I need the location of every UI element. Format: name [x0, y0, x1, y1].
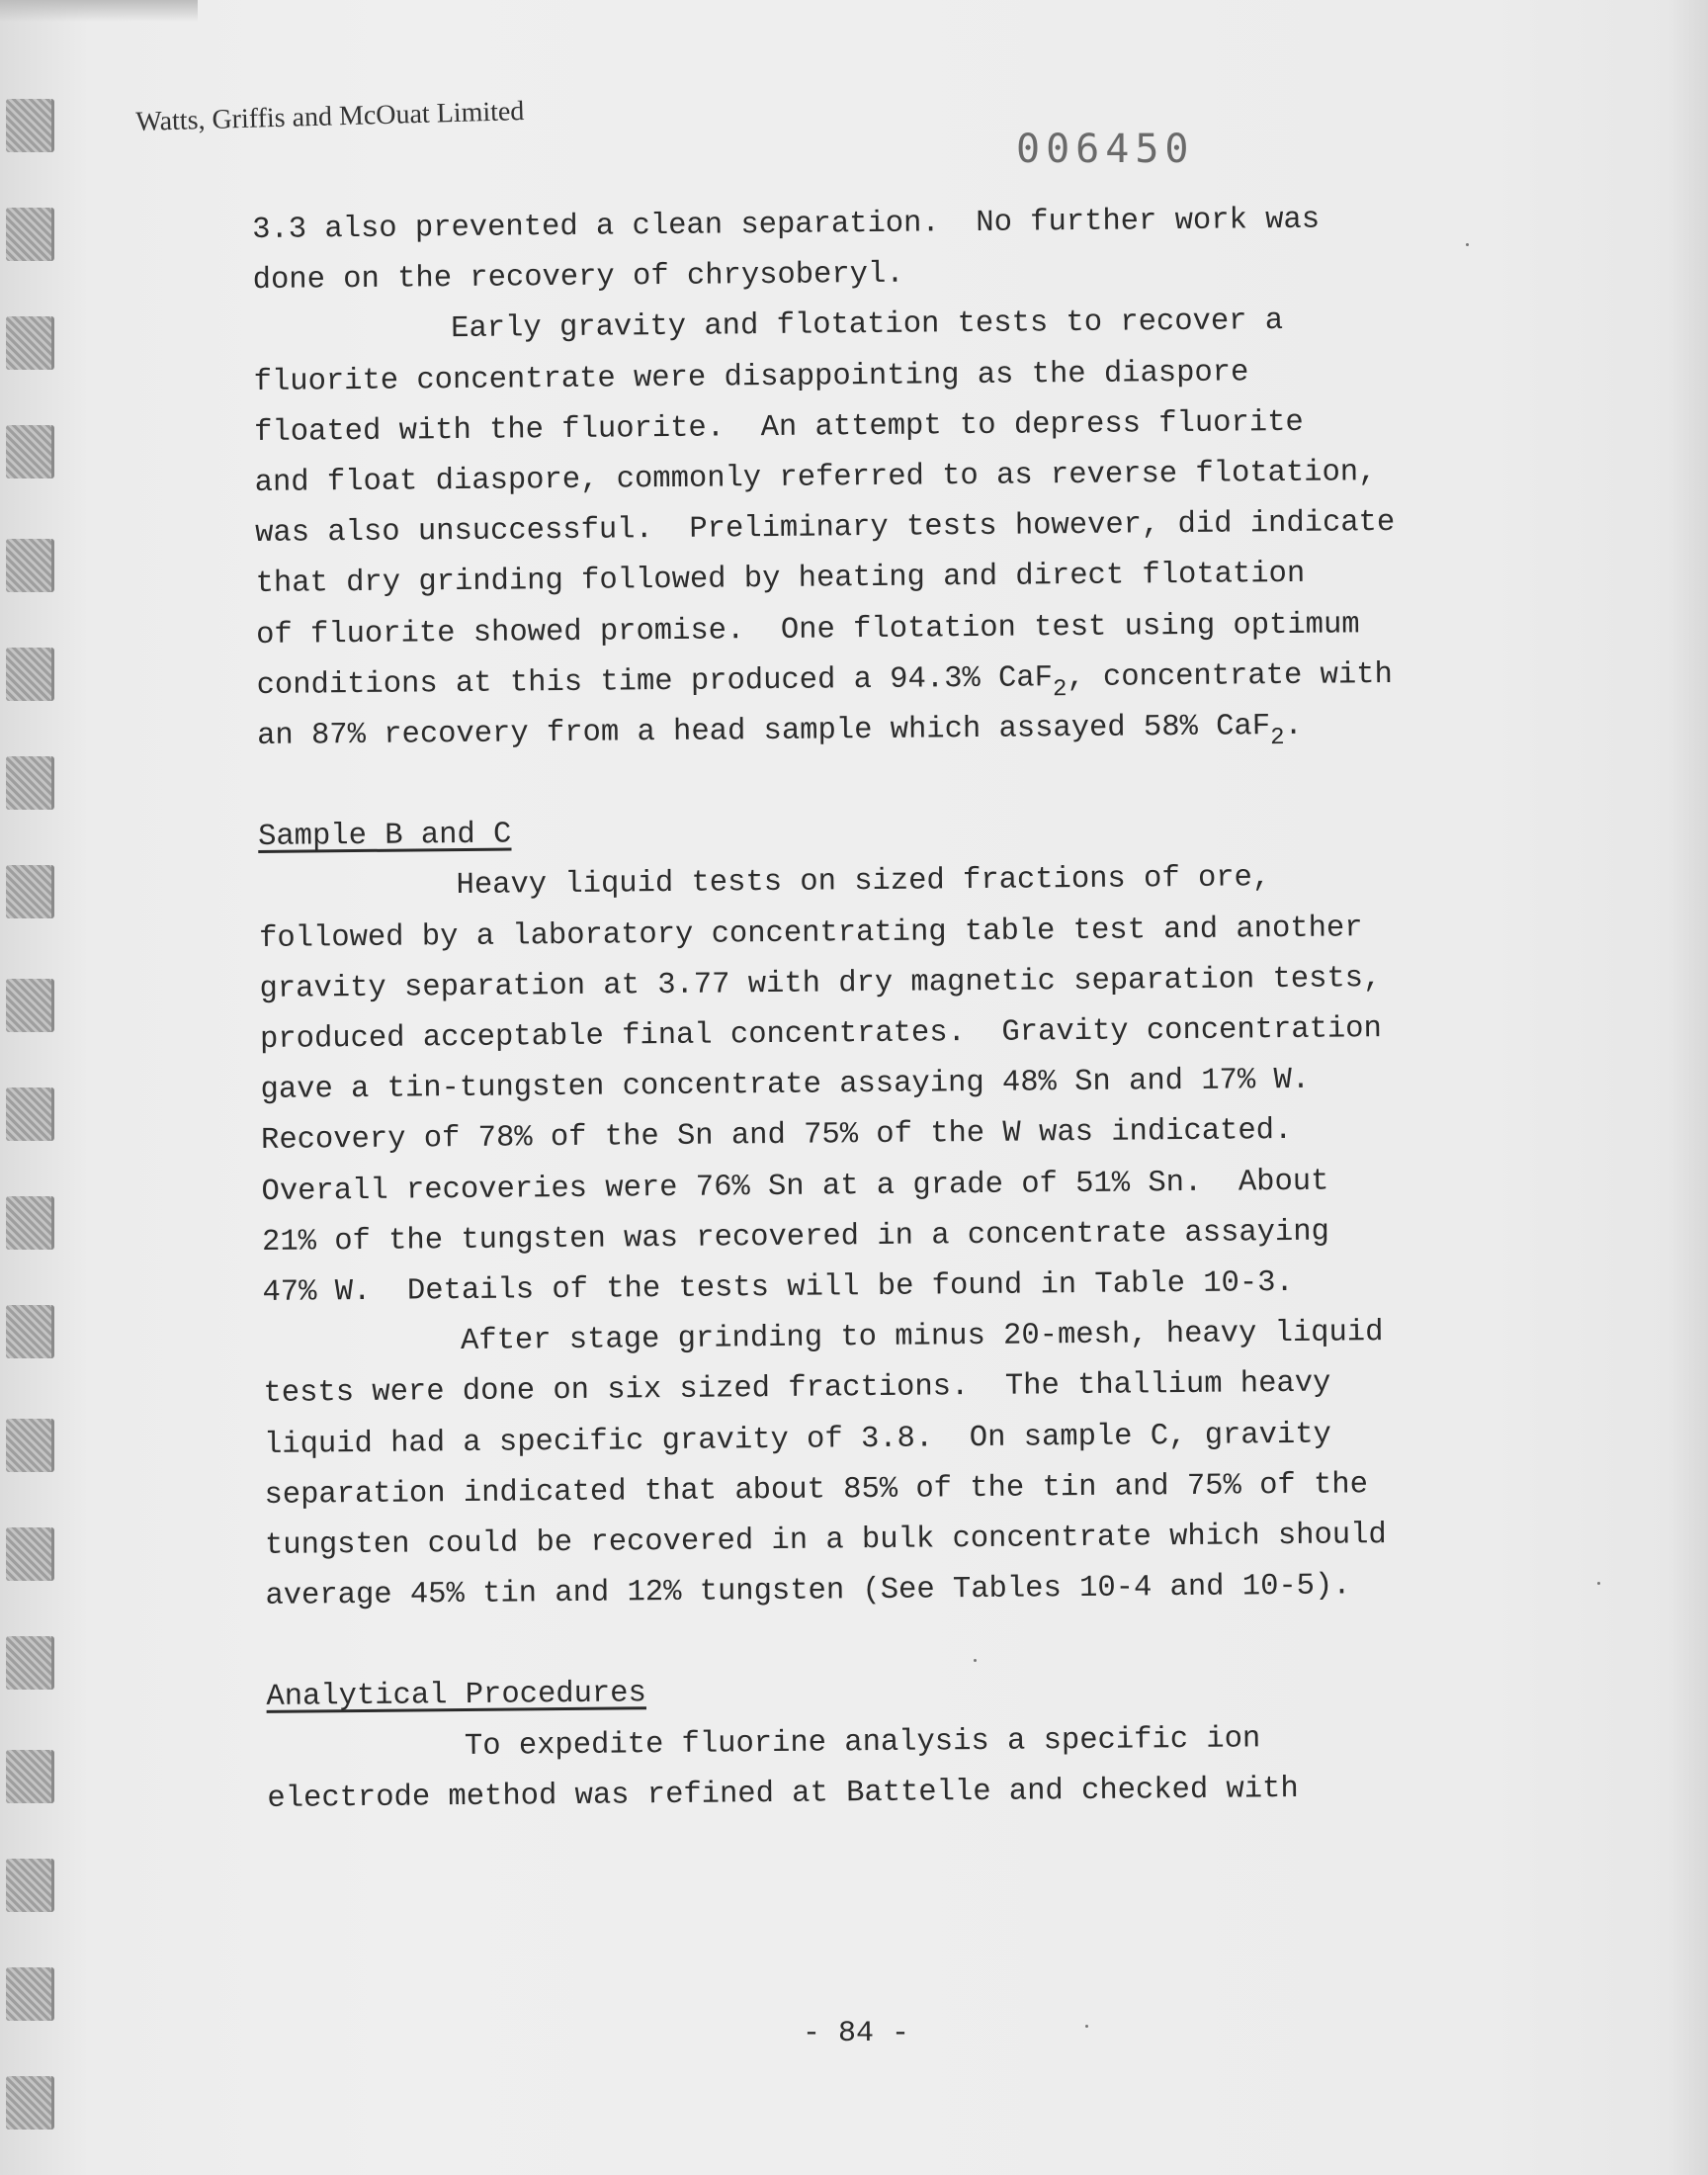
text-line: tests were done on six sized fractions. The thallium heavy	[263, 1366, 1331, 1412]
page-number: - 84 -	[803, 2017, 910, 2050]
text-line: Early gravity and flotation tests to recover a	[451, 304, 1284, 347]
binding-hole	[6, 1636, 54, 1690]
binding-hole	[6, 1750, 54, 1803]
text-run: conditions at this time produced a 94.3% CaF	[256, 660, 1054, 703]
subscript: 2	[1052, 675, 1068, 703]
text-line: of fluorite showed promise. One flotation test using optimum	[256, 607, 1360, 652]
text-line: 21% of the tungsten was recovered in a concentrate assaying	[261, 1215, 1330, 1260]
binding-hole	[6, 208, 54, 261]
section-heading-analytical: Analytical Procedures	[266, 1677, 647, 1715]
binding-hole	[6, 316, 54, 370]
text-line: To expedite fluorine analysis a specific ion	[464, 1721, 1261, 1764]
scan-speck	[1597, 1582, 1600, 1585]
text-line: followed by a laboratory concentrating table test and another	[258, 911, 1363, 956]
text-run: , concentrate with	[1067, 657, 1393, 695]
text-line: fluorite concentrate were disappointing as the diaspore	[253, 355, 1249, 399]
binding-hole	[6, 1088, 54, 1141]
text-line: gave a tin-tungsten concentrate assaying 48% Sn and 17% W.	[260, 1063, 1311, 1108]
binding-hole	[6, 1967, 54, 2021]
binding-hole	[6, 99, 54, 152]
scan-speck	[974, 1659, 977, 1662]
text-line: gravity separation at 3.77 with dry magnetic separation tests,	[259, 961, 1382, 1006]
text-line: tungsten could be recovered in a bulk concentrate which should	[264, 1518, 1387, 1563]
text-line: Recovery of 78% of the Sn and 75% of the W was indicated.	[260, 1114, 1293, 1159]
text-run: .	[1284, 709, 1303, 743]
scan-speck	[1466, 243, 1469, 246]
document-number-stamp: 006450	[1016, 127, 1195, 172]
binding-hole	[6, 1419, 54, 1472]
binding-hole	[6, 648, 54, 701]
binding-hole	[6, 2076, 54, 2130]
scan-speck	[1085, 2025, 1088, 2028]
binding-hole	[6, 425, 54, 478]
text-line: floated with the fluorite. An attempt to depress fluorite	[254, 405, 1304, 450]
binding-hole	[6, 539, 54, 592]
binding-hole	[6, 1305, 54, 1358]
binding-hole	[6, 1527, 54, 1581]
scan-edge	[1668, 0, 1708, 2175]
text-line: Heavy liquid tests on sized fractions of ore,	[456, 861, 1271, 904]
text-line: Overall recoveries were 76% Sn at a grade of 51% Sn. About	[261, 1165, 1329, 1209]
text-run: an 87% recovery from a head sample which assayed 58% CaF	[256, 710, 1271, 753]
binding-hole	[6, 1859, 54, 1912]
text-line: average 45% tin and 12% tungsten (See Tables 10-4 and 10-5).	[265, 1569, 1351, 1613]
text-line: separation indicated that about 85% of the tin and 75% of the	[264, 1467, 1369, 1513]
text-line: and float diaspore, commonly referred to as reverse flotation,	[254, 456, 1377, 500]
text-line: produced acceptable final concentrates. Gravity concentration	[259, 1012, 1383, 1057]
text-line: that dry grinding followed by heating and direct flotation	[255, 558, 1306, 602]
subscript: 2	[1270, 724, 1285, 752]
spiral-binding	[0, 0, 69, 2175]
binding-hole	[6, 865, 54, 918]
company-letterhead: Watts, Griffis and McOuat Limited	[135, 96, 525, 137]
text-line: was also unsuccessful. Preliminary tests however, did indicate	[255, 506, 1396, 552]
text-line: electrode method was refined at Battelle and checked with	[267, 1772, 1299, 1816]
text-line: 47% W. Details of the tests will be found in Table 10-3.	[262, 1265, 1294, 1310]
text-line: done on the recovery of chrysoberyl.	[252, 257, 904, 299]
binding-hole	[6, 979, 54, 1032]
text-line: 3.3 also prevented a clean separation. No further work was	[252, 203, 1321, 247]
text-line: liquid had a specific gravity of 3.8. On sample C, gravity	[263, 1418, 1332, 1462]
section-heading-sample: Sample B and C	[257, 818, 512, 855]
text-line: After stage grinding to minus 20-mesh, heavy liquid	[460, 1316, 1384, 1359]
binding-hole	[6, 756, 54, 810]
report-body	[252, 193, 1573, 1825]
binding-hole	[6, 1196, 54, 1250]
